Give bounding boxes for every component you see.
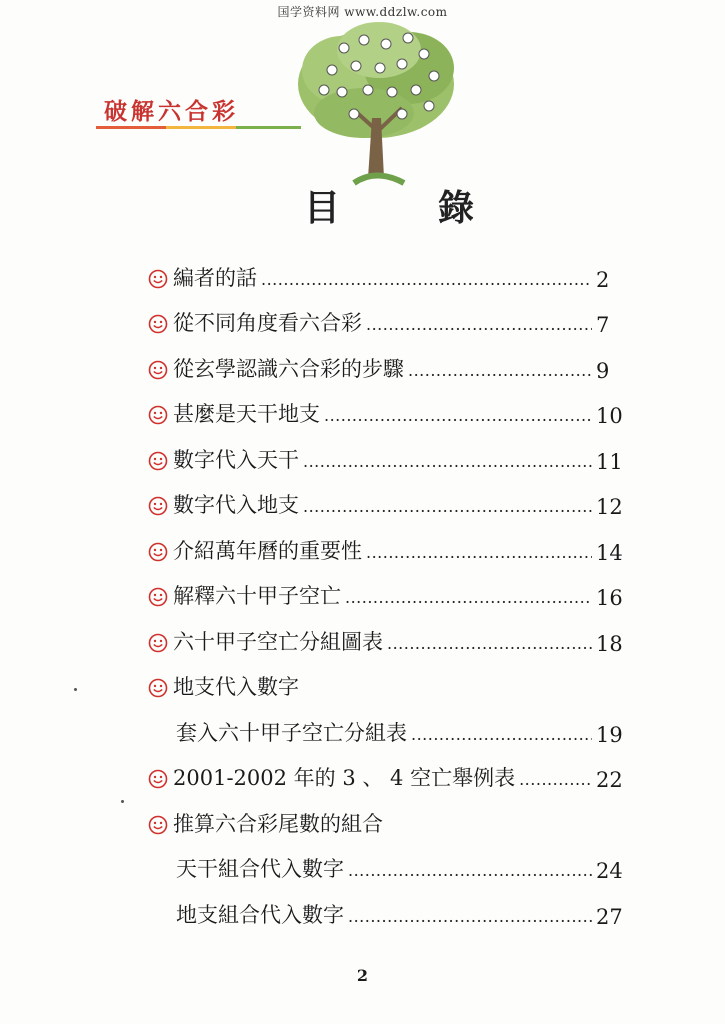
toc-entry <box>148 565 623 611</box>
toc-entry <box>148 883 623 929</box>
smiley-icon <box>148 451 168 471</box>
toc-entry-label: 數字代入天干 <box>173 447 299 472</box>
toc-entry-label: 2001-2002 年的 3 、 4 空亡舉例表 <box>173 766 516 790</box>
smiley-icon <box>148 542 168 562</box>
toc-entry <box>148 747 623 793</box>
toc-heading-right: 錄 <box>437 187 474 229</box>
toc-entry-label: 解釋六十甲子空亡 <box>173 584 341 608</box>
smiley-icon <box>148 314 168 334</box>
scan-speck <box>121 800 124 803</box>
toc-leader-dots <box>348 861 592 883</box>
smiley-icon <box>148 678 168 698</box>
table-of-contents <box>148 246 623 929</box>
toc-entry-label: 地支代入數字 <box>173 675 299 699</box>
toc-entry-label: 數字代入地支 <box>173 493 299 517</box>
toc-entry-page: 19 <box>596 722 623 747</box>
toc-leader-dots <box>345 588 592 610</box>
title-underline-decoration <box>96 123 301 131</box>
toc-entry <box>148 792 608 838</box>
toc-entry <box>148 656 608 702</box>
toc-entry-page: 2 <box>596 267 610 292</box>
toc-leader-dots <box>408 361 592 383</box>
toc-entry-page: 24 <box>596 859 623 883</box>
toc-entry-label: 地支組合代入數字 <box>176 902 344 927</box>
smiley-icon <box>148 587 168 607</box>
toc-entry-page: 10 <box>596 404 623 428</box>
toc-entry-label: 六十甲子空亡分組圖表 <box>173 629 383 654</box>
book-title: 破解六合彩 <box>104 99 239 125</box>
toc-entry-label: 從不同角度看六合彩 <box>173 311 362 335</box>
toc-entry <box>148 428 623 474</box>
tree-illustration <box>284 18 474 190</box>
toc-leader-dots <box>411 725 592 747</box>
toc-entry-label: 介紹萬年曆的重要性 <box>173 538 362 563</box>
smiley-icon <box>148 405 168 425</box>
toc-heading-left: 目 <box>304 187 341 229</box>
smiley-icon <box>148 269 168 289</box>
toc-leader-dots <box>348 907 592 929</box>
toc-leader-dots <box>387 634 592 656</box>
toc-entry-page: 11 <box>596 449 623 474</box>
scan-speck <box>74 688 77 691</box>
smiley-icon <box>148 815 168 835</box>
toc-leader-dots <box>324 406 592 428</box>
toc-leader-dots <box>366 315 592 337</box>
toc-heading <box>304 180 474 230</box>
smiley-icon <box>148 360 168 380</box>
smiley-icon <box>148 633 168 653</box>
toc-entry <box>148 337 608 383</box>
toc-entry-page: 14 <box>596 540 623 565</box>
toc-entry <box>148 246 608 292</box>
toc-leader-dots <box>261 270 592 292</box>
toc-entry-page: 22 <box>596 768 623 792</box>
toc-entry <box>148 519 623 565</box>
toc-leader-dots <box>303 452 592 474</box>
toc-entry-page: 16 <box>596 586 623 610</box>
toc-entry-page: 9 <box>596 358 610 383</box>
toc-entry-page: 12 <box>596 495 623 519</box>
page-number: 2 <box>356 966 369 985</box>
toc-entry-label: 編者的話 <box>173 265 257 290</box>
toc-leader-dots <box>519 770 592 792</box>
toc-entry-page: 7 <box>596 313 610 337</box>
toc-entry <box>148 838 623 884</box>
toc-leader-dots <box>366 543 592 565</box>
smiley-icon <box>148 496 168 516</box>
toc-entry <box>148 610 623 656</box>
toc-leader-dots <box>303 497 592 519</box>
toc-entry-label: 從玄學認識六合彩的步驟 <box>173 356 404 381</box>
toc-entry-label: 推算六合彩尾數的組合 <box>173 811 383 836</box>
toc-entry <box>148 383 623 429</box>
toc-entry-page: 27 <box>596 904 623 929</box>
toc-entry <box>148 474 623 520</box>
toc-entry-label: 套入六十甲子空亡分組表 <box>176 720 407 745</box>
smiley-icon <box>148 769 168 789</box>
toc-entry <box>148 292 608 338</box>
header-site-text: 国学资料网 www.ddzlw.com <box>277 5 448 19</box>
toc-entry <box>148 701 623 747</box>
toc-entry-label: 天干組合代入數字 <box>176 857 344 881</box>
toc-entry-page: 18 <box>596 631 623 656</box>
toc-entry-label: 甚麼是天干地支 <box>173 402 320 426</box>
